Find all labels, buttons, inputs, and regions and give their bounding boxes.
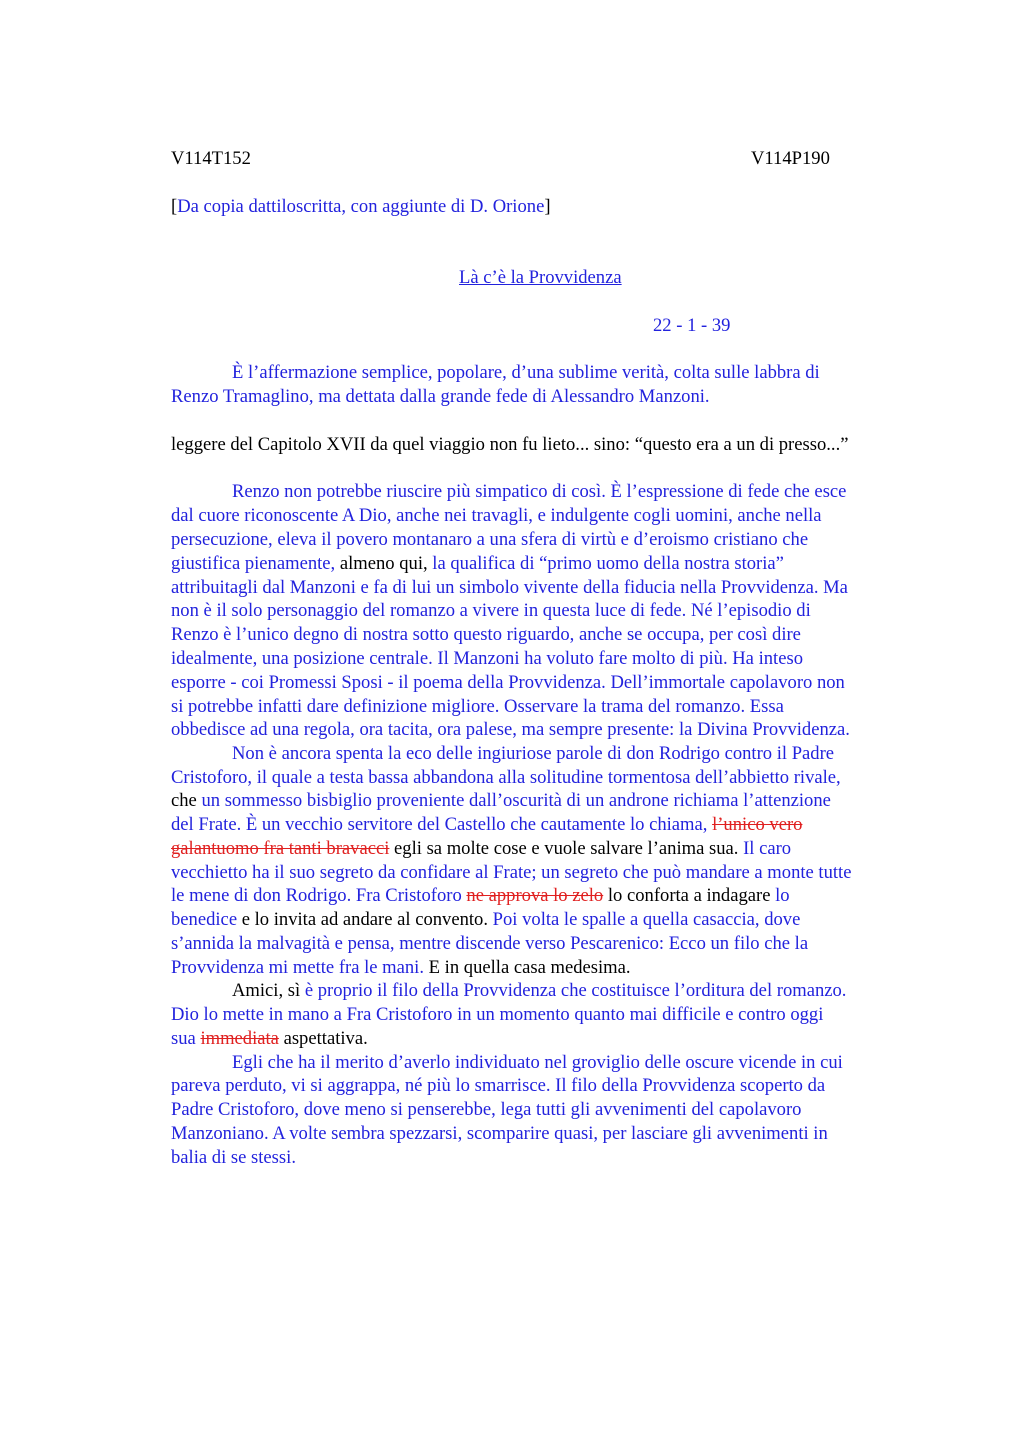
text-line [232,980,846,1002]
text-segment: Renzo è l’unico degno di nostra sotto questo riguardo, anche se occupa, per così dire [171,624,801,645]
text-segment: che [171,790,202,811]
text-segment: È l’affermazione semplice, popolare, d’una sublime verità, colta sulle labbra di [232,362,820,383]
text-segment: non è il solo personaggio del romanzo a vivere in questa luce di fede. Né l’episodio di [171,600,811,621]
text-line [232,362,820,384]
text-segment: e lo invita ad andare al convento. [237,909,493,930]
text-segment: vecchietto ha il suo segreto da confidare al Frate; un segreto che può mandare a monte tutte [171,862,852,883]
text-segment: obbedisce ad una regola, ora tacita, ora palese, ma sempre presente: la Divina Provvidenza. [171,719,850,740]
text-segment: immediata [200,1028,279,1049]
text-line [171,1004,823,1026]
text-line [171,505,822,527]
text-line [171,529,808,551]
text-segment: balia di se stessi. [171,1147,296,1168]
text-segment: pareva perduto, vi si aggrappa, né più lo smarrisce. Il filo della Provvidenza scoperto da [171,1075,826,1096]
text-segment: la qualifica di “primo uomo della nostra storia” [432,553,784,574]
text-segment: si potrebbe infatti dare definizione migliore. Osservare la trama del romanzo. Essa [171,696,784,717]
text-line [171,814,802,836]
text-line [171,933,808,955]
text-segment: dal cuore riconoscente A Dio, anche nei travagli, e indulgente cogli uomini, anche nella [171,505,822,526]
text-segment: persecuzione, eleva il povero montanaro a una sfera di virtù e d’eroismo cristiano che [171,529,809,550]
text-segment: E in quella casa medesima. [428,957,631,978]
text-segment: lo conforta a indagare [603,885,776,906]
text-segment: galantuomo fra tanti bravacci [171,838,390,859]
text-segment: Cristoforo, il quale a testa bassa abbandona alla solitudine tormentosa dell’abbietto rivale, [171,767,841,788]
text-line [171,434,848,456]
text-line [171,957,631,979]
text-segment: un sommesso bisbiglio proveniente dall’oscurità di un androne richiama l’attenzione [201,790,831,811]
text-segment: Il caro [743,838,792,859]
text-segment: sua [171,1028,201,1049]
text-segment: Padre Cristoforo, dove meno si penserebbe, lega tutti gli avvenimenti del capolavoro [171,1099,802,1120]
text-line [171,767,841,789]
text-segment: idealmente, una posizione centrale. Il Manzoni ha voluto fare molto di più. Ha inteso [171,648,803,669]
text-line [232,743,834,765]
text-segment: Egli che ha il merito d’averlo individuato nel groviglio delle oscure vicende in cui [232,1052,843,1073]
text-line [171,600,811,622]
text-segment: giustifica pienamente, [171,553,340,574]
text-segment: del Frate. È un vecchio servitore del Castello che cautamente lo chiama, [171,814,713,835]
text-segment: Amici, sì [232,980,305,1001]
text-line [171,672,845,694]
text-segment: benedice [171,909,238,930]
text-line [171,1147,296,1169]
document-title: Là c’è la Provvidenza [459,267,622,288]
text-segment: leggere del Capitolo XVII da quel viaggio non fu lieto... sino: “questo era a un di presso...” [171,434,849,455]
text-segment: Manzoniano. A volte sembra spezzarsi, scomparire quasi, per lasciare gli avvenimenti in [171,1123,828,1144]
text-segment: aspettativa. [278,1028,368,1049]
text-line [232,481,846,503]
text-line [171,909,800,931]
source-note [171,196,551,218]
text-segment: l’unico vero [712,814,803,835]
text-line [171,624,801,646]
text-segment: è proprio il filo della Provvidenza che costituisce l’orditura del romanzo. [304,980,847,1001]
text-segment: egli sa molte cose e vuole salvare l’anima sua. [389,838,744,859]
text-line [171,648,803,670]
text-segment: le mene di don Rodrigo. Fra Cristoforo [171,885,467,906]
text-segment: Dio lo mette in mano a Fra Cristoforo in un momento quanto mai difficile e contro oggi [171,1004,824,1025]
text-segment: Poi volta le spalle a quella casaccia, dove [492,909,801,930]
text-segment: almeno qui, [339,553,433,574]
text-line [171,885,790,907]
text-line [171,1028,368,1050]
text-line [171,696,784,718]
text-segment: Renzo Tramaglino, ma dettata dalla grande fede di Alessandro Manzoni. [171,386,710,407]
text-segment: esporre - coi Promessi Sposi - il poema della Provvidenza. Dell’immortale capolavoro non [171,672,845,693]
source-close-bracket: ] [544,196,551,217]
source-note-text: Da copia dattiloscritta, con aggiunte di D. Orione [177,196,545,217]
text-line [171,838,791,860]
text-line [171,1075,825,1097]
text-segment: Renzo non potrebbe riuscire più simpatico di così. È l’espressione di fede che esce [232,481,847,502]
text-segment: s’annida la malvagità e pensa, mentre discende verso Pescarenico: Ecco un filo che la [171,933,809,954]
text-line [171,1099,801,1121]
text-line [232,1052,843,1074]
text-line [171,719,850,741]
text-line [171,862,851,884]
text-segment: ne approva lo zelo [466,885,604,906]
source-open-bracket: [ [171,196,178,217]
text-line [171,1123,828,1145]
header-left-code: V114T152 [171,148,251,169]
header-right-code: V114P190 [751,148,830,169]
text-line [171,577,848,599]
text-line [171,790,831,812]
document-date: 22 - 1 - 39 [653,315,731,336]
text-line [171,386,710,408]
text-segment: Provvidenza mi mette fra le mani. [171,957,429,978]
text-segment: Non è ancora spenta la eco delle ingiuriose parole di don Rodrigo contro il Padre [232,743,835,764]
text-segment: lo [775,885,790,906]
text-segment: attribuitagli dal Manzoni e fa di lui un simbolo vivente della fiducia nella Provvidenza. Ma [171,577,848,598]
text-line [171,553,784,575]
